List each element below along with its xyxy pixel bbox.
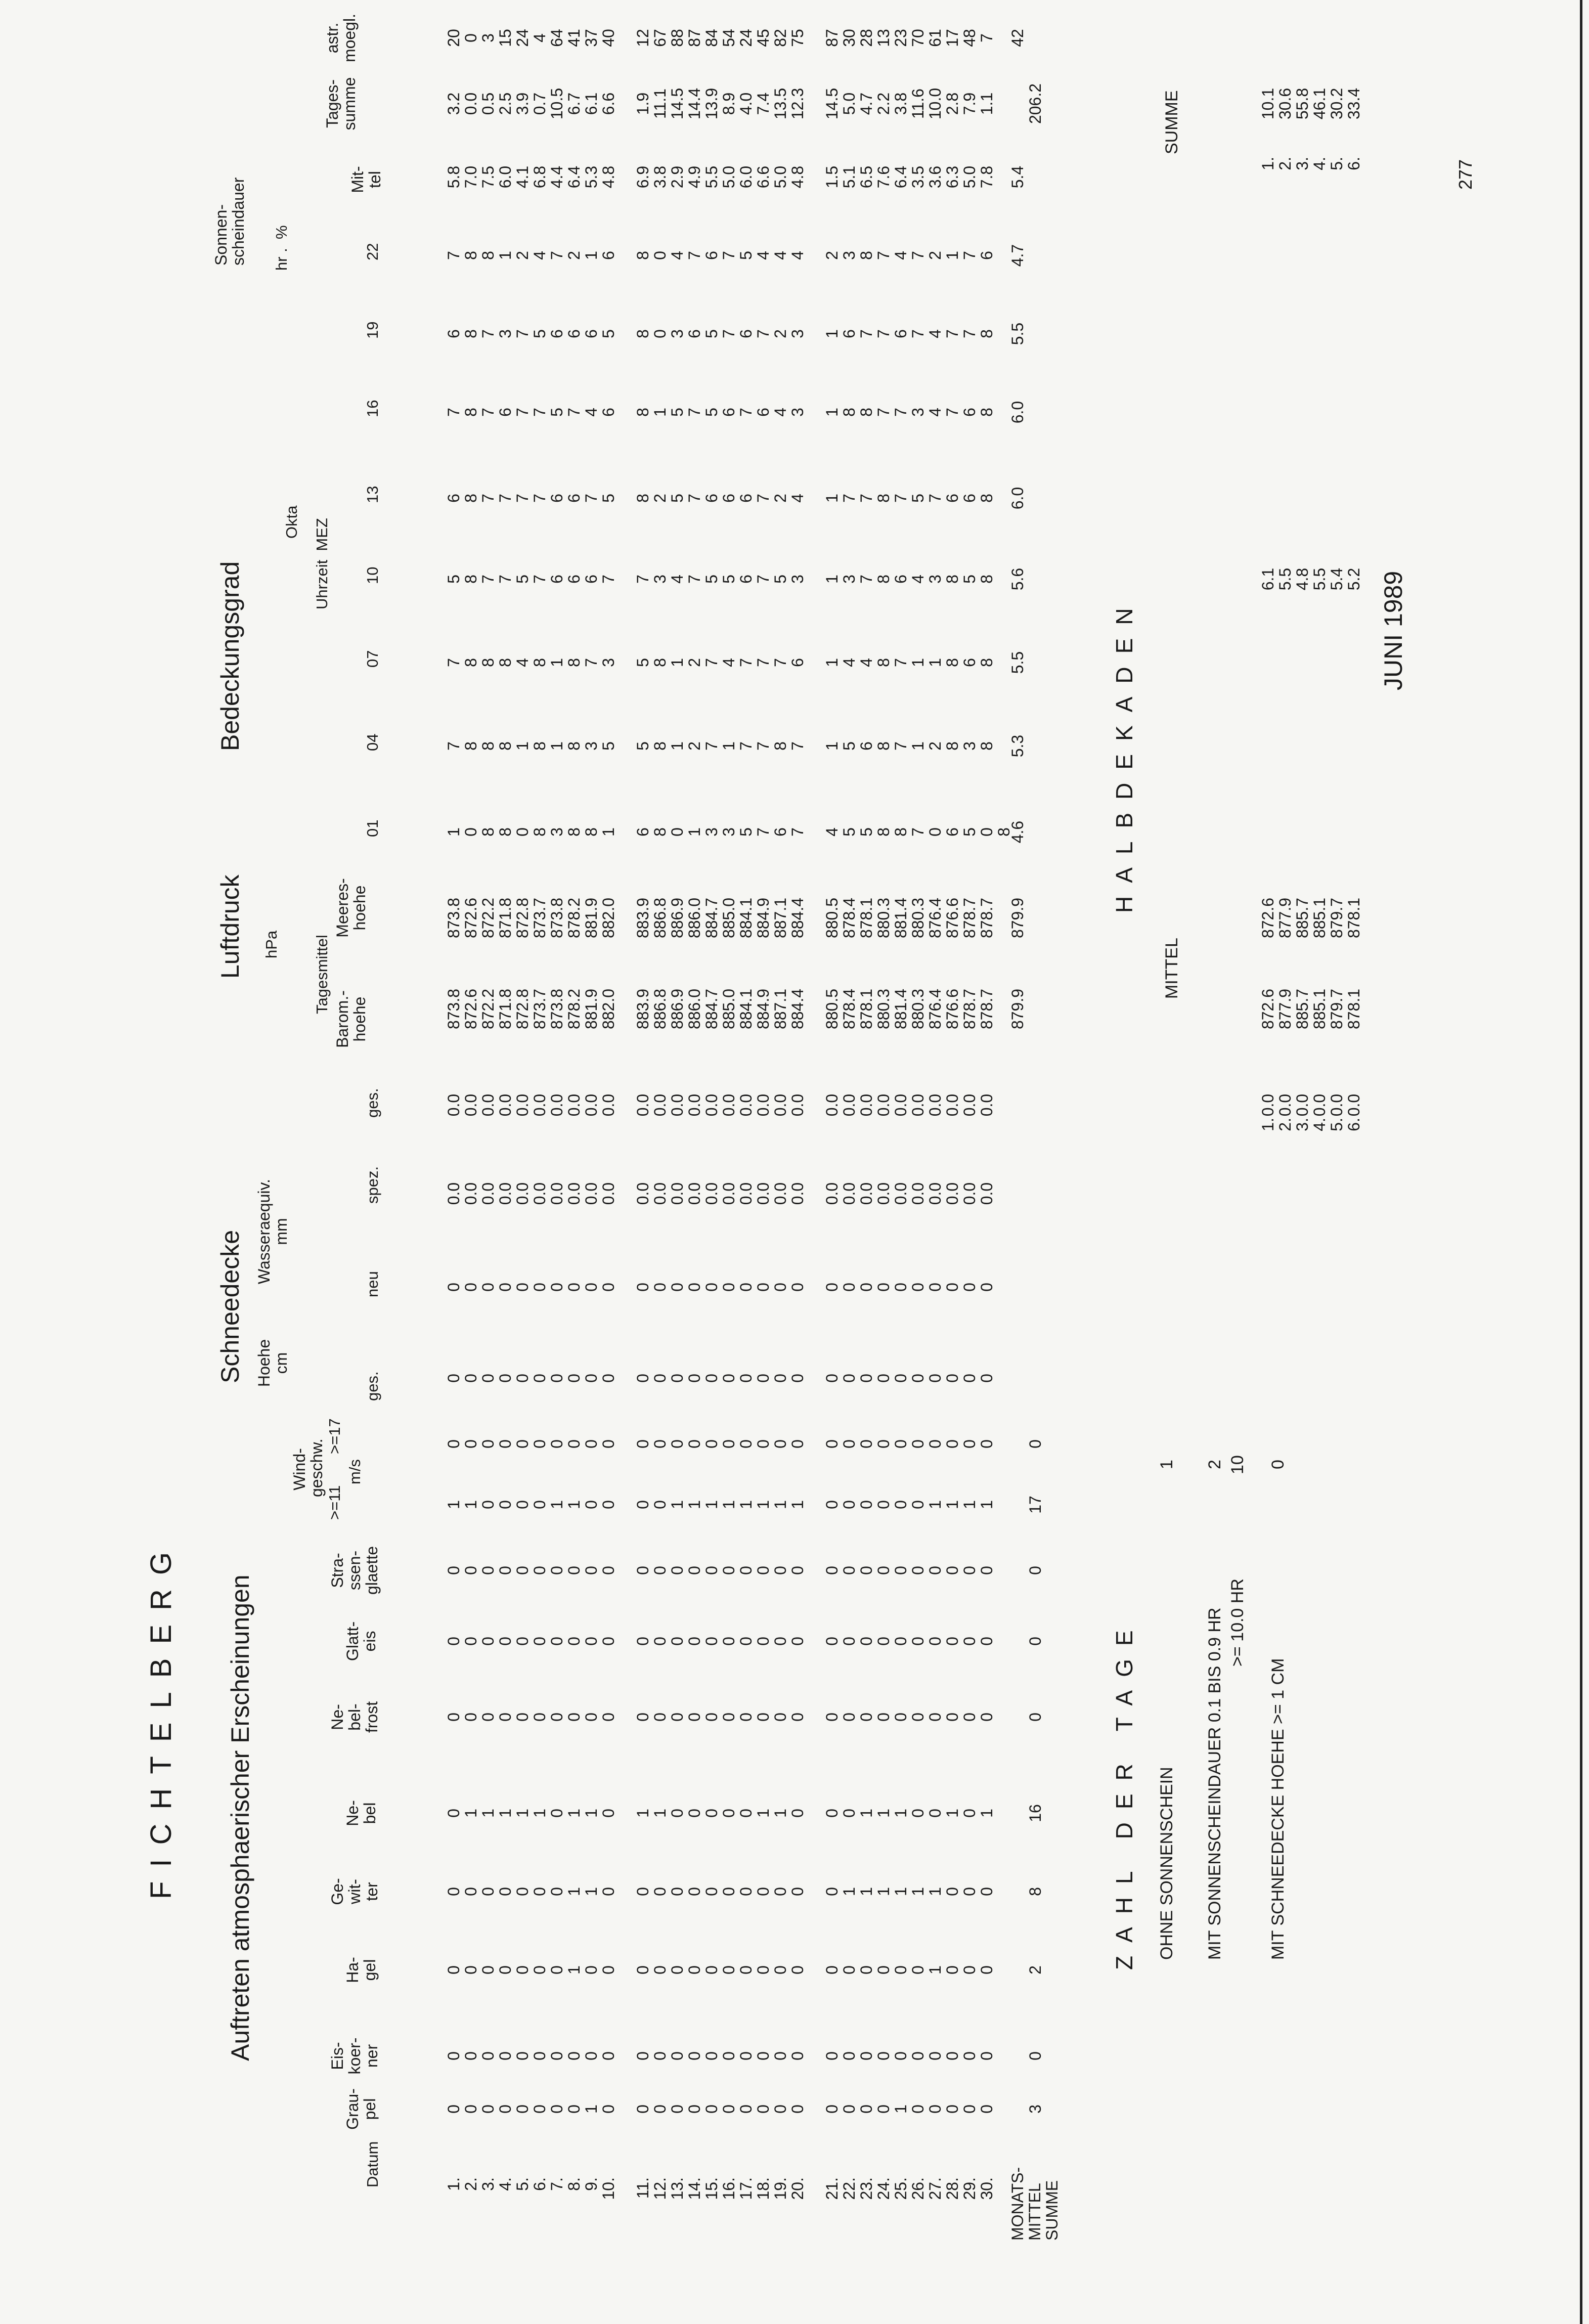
col-water-spez: 0.0 0.0 0.0 0.0 0.0 0.0 0.0 0.0 0.0 0.0 0.0 0.0 0.0 0.0 0.0 0.0 0.0 0.0 0.0 0.0 0.0 0.0 0.0 0.0 0.0 0.0 0.0 0.0 0.0 0.0 <box>445 1182 996 1205</box>
summary-barom: 879.9 <box>1008 988 1027 1030</box>
summary-gewitter: 8 <box>1026 1887 1044 1896</box>
col-okta-13: 6 8 7 7 7 7 6 6 7 5 8 2 5 7 6 6 6 7 2 4 1 7 7 8 7 5 7 6 6 8 <box>445 494 996 503</box>
summary-glatteis: 0 <box>1026 1637 1044 1646</box>
header-snow-ges: ges. <box>364 1371 381 1401</box>
header-gewitter: Ge- wit- ter <box>328 1878 381 1905</box>
header-barom: Barom.- hoehe <box>333 990 369 1048</box>
col-okta-10: 5 8 7 7 5 7 6 6 6 7 7 3 4 7 5 5 6 7 5 3 1 3 7 8 6 4 3 8 5 8 <box>445 575 996 584</box>
header-water-equiv: Wasseraequiv. mm <box>255 1178 290 1285</box>
col-okta-22: 7 8 8 1 2 4 7 2 1 6 8 0 4 7 6 7 5 4 4 4 2 3 8 7 4 7 2 1 7 6 <box>445 251 996 260</box>
summary-okta-19: 5.5 <box>1008 322 1027 345</box>
snow-title: Schneedecke <box>216 1230 244 1383</box>
header-nebelfrost: Ne- bel- frost <box>328 1701 381 1733</box>
header-tagessumme: Tages- summe <box>323 77 359 130</box>
half-decades-sunshine: 10.1 30.6 55.8 46.1 30.2 33.4 <box>1259 87 1363 120</box>
col-strassenglaette: 0 0 0 0 0 0 0 0 0 0 0 0 0 0 0 0 0 0 0 0 0 0 0 0 0 0 0 0 0 0 <box>445 1566 996 1575</box>
header-hour-04: 04 <box>364 733 381 751</box>
month-title: JUNI 1989 <box>1379 571 1407 690</box>
page-number: 277 <box>1455 159 1476 190</box>
header-eiskoerner: Eis- koer- ner <box>328 2037 381 2075</box>
col-nebel: 0 1 1 1 1 1 0 1 1 0 1 1 0 0 0 0 0 1 1 0 0 0 1 1 1 0 0 1 0 1 <box>445 1809 996 1818</box>
station-title: FICHTELBERG <box>145 1538 178 1899</box>
summary-eiskoerner: 0 <box>1026 2051 1044 2060</box>
summary-okta-07: 5.5 <box>1008 651 1027 674</box>
header-okta: Okta <box>283 505 300 539</box>
half-decades-summe-label: SUMME <box>1162 90 1181 154</box>
summary-nebel: 16 <box>1026 1804 1044 1822</box>
col-nebelfrost: 0 0 0 0 0 0 0 0 0 0 0 0 0 0 0 0 0 0 0 0 0 0 0 0 0 0 0 0 0 0 <box>445 1713 996 1722</box>
half-decades-water: 0.0 0.0 0.0 0.0 0.0 0.0 <box>1259 1093 1363 1117</box>
summary-okta-01: 4.6 <box>1008 820 1027 844</box>
header-nebel: Ne- bel <box>343 1800 379 1826</box>
header-hagel: Ha- gel <box>343 1957 379 1983</box>
col-okta-07: 7 8 8 8 4 8 1 8 7 3 5 8 1 2 7 4 7 7 7 6 1 4 4 8 7 1 1 8 6 8 <box>445 658 996 667</box>
header-hpa: hPa <box>262 930 280 958</box>
header-wind-ge11: >=11 <box>326 1485 343 1520</box>
summary-label: MONATS- MITTEL SUMME <box>1008 2167 1061 2241</box>
half-decades-meeres: 872.6 877.9 885.7 885.1 879.7 878.1 <box>1259 897 1363 939</box>
summary-astr: 42 <box>1008 29 1027 47</box>
header-strassenglaette: Stra- ssen- glaette <box>328 1546 381 1595</box>
days-no-sunshine-label: OHNE SONNENSCHEIN <box>1157 1767 1176 1960</box>
summary-okta-04: 5.3 <box>1008 734 1027 758</box>
days-no-sunshine-value: 1 <box>1157 1460 1176 1469</box>
col-hagel: 0 0 0 0 0 0 0 1 0 0 0 0 0 0 0 0 0 0 0 0 0 0 0 0 0 0 1 0 0 0 <box>445 1965 996 1975</box>
half-decades-title: HALBDEKADEN <box>1111 595 1137 913</box>
col-meeres: 873.8 872.6 872.2 871.8 872.8 873.7 873.8 878.2 881.9 882.0 883.9 886.8 886.9 886.0 884.7 885.0 884.1 884.9 887.1 884.4 880.5 878.4 878.1 880.3 881.4 880.3 876.4 876.6 878.7 878.7 <box>445 897 996 939</box>
header-glatteis: Glatt- eis <box>343 1621 379 1661</box>
half-decades-mittel-label: MITTEL <box>1162 938 1181 999</box>
header-hour-19: 19 <box>364 321 381 339</box>
col-okta-01: 1 0 8 8 0 8 3 8 8 1 6 8 0 1 3 3 5 7 6 7 4 5 5 8 8 7 0 6 5 0 8 <box>445 827 1013 837</box>
header-snow-neu: neu <box>364 1271 381 1297</box>
summary-nebelfrost: 0 <box>1026 1713 1044 1722</box>
col-glatteis: 0 0 0 0 0 0 0 0 0 0 0 0 0 0 0 0 0 0 0 0 0 0 0 0 0 0 0 0 0 0 <box>445 1637 996 1646</box>
summary-hagel: 2 <box>1026 1965 1044 1975</box>
cloud-cover-title: Bedeckungsgrad <box>216 561 244 751</box>
header-hour-07: 07 <box>364 650 381 668</box>
col-gewitter: 0 0 0 0 0 0 0 1 1 0 0 0 0 0 0 0 0 0 0 0 0 1 1 1 1 1 1 0 0 0 <box>445 1887 996 1896</box>
col-water-ges: 0.0 0.0 0.0 0.0 0.0 0.0 0.0 0.0 0.0 0.0 0.0 0.0 0.0 0.0 0.0 0.0 0.0 0.0 0.0 0.0 0.0 0.0 0.0 0.0 0.0 0.0 0.0 0.0 0.0 0.0 <box>445 1093 996 1117</box>
header-hour-22: 22 <box>364 243 381 260</box>
summary-okta-10: 5.6 <box>1008 567 1027 591</box>
half-decades-index: 1. 2. 3. 4. 5. 6. <box>1259 1118 1363 1131</box>
col-eiskoerner: 0 0 0 0 0 0 0 0 0 0 0 0 0 0 0 0 0 0 0 0 0 0 0 0 0 0 0 0 0 0 <box>445 2051 996 2060</box>
summary-meeres: 879.9 <box>1008 897 1027 939</box>
summary-strassenglaette: 0 <box>1026 1566 1044 1575</box>
days-snow-cover-value: 0 <box>1268 1460 1288 1469</box>
header-hour-13: 13 <box>364 486 381 503</box>
sunshine-title: Sonnen- scheindauer <box>212 177 247 266</box>
summary-okta-13: 6.0 <box>1008 487 1027 510</box>
header-water-spez: spez. <box>364 1166 381 1204</box>
summary-wind-ge11: 17 <box>1026 1496 1044 1514</box>
col-datum: 1. 2. 3. 4. 5. 6. 7. 8. 9. 10. 11. 12. 13. 14. 15. 16. 17. 18. 19. 20. 21. 22. 23. 24. 25. 26. 27. 28. 29. 30. <box>445 2177 996 2200</box>
summary-okta-22: 4.7 <box>1008 244 1027 267</box>
days-sunshine-01-09-value: 2 <box>1205 1460 1224 1469</box>
summary-okta-16: 6.0 <box>1008 401 1027 424</box>
header-wind: Wind- geschw. <box>290 1438 326 1497</box>
half-decades-index-2: 1. 2. 3. 4. 5. 6. <box>1259 157 1363 170</box>
col-okta-16: 7 8 7 6 7 7 5 7 4 6 8 1 5 7 5 6 7 6 4 3 1 8 8 7 7 3 4 7 6 8 <box>445 408 996 417</box>
phenomena-title: Auftreten atmosphaerischer Erscheinungen <box>226 1574 254 2061</box>
col-snow-ges: 0 0 0 0 0 0 0 0 0 0 0 0 0 0 0 0 0 0 0 0 0 0 0 0 0 0 0 0 0 0 <box>445 1374 996 1383</box>
col-wind-ge11: 1 1 0 0 0 0 1 1 0 0 0 0 1 1 1 1 1 1 1 1 0 0 0 0 0 0 1 1 1 1 <box>445 1500 996 1509</box>
col-wind-ge17: 0 0 0 0 0 0 0 0 0 0 0 0 0 0 0 0 0 0 0 0 0 0 0 0 0 0 0 0 0 0 <box>445 1439 996 1449</box>
days-snow-cover-label: MIT SCHNEEDECKE HOEHE >= 1 CM <box>1268 1658 1288 1960</box>
header-water-ges: ges. <box>364 1088 381 1118</box>
col-sun-astr: 20 0 3 15 24 4 64 41 37 40 12 67 88 87 84 54 24 45 82 75 87 30 28 13 23 70 61 17 48 7 <box>445 29 996 47</box>
col-okta-19: 6 8 7 3 7 5 6 6 6 5 8 0 3 6 5 7 6 7 2 3 1 6 7 7 6 7 4 7 7 8 <box>445 329 996 338</box>
summary-sun-total: 206.2 <box>1026 83 1044 124</box>
header-meeres: Meeres- hoehe <box>333 878 369 938</box>
header-uhrzeit: Uhrzeit MEZ <box>313 518 331 609</box>
summary-wind-ge17: 0 <box>1026 1439 1044 1449</box>
header-hour-10: 10 <box>364 566 381 584</box>
header-hour-16: 16 <box>364 400 381 417</box>
header-graupel: Grau- pel <box>343 2088 379 2130</box>
header-mittel: Mit- tel <box>348 166 384 193</box>
header-hour-01: 01 <box>364 819 381 837</box>
days-sunshine-01-09-label: MIT SONNENSCHEINDAUER 0.1 BIS 0.9 HR <box>1205 1607 1224 1960</box>
header-wind-ge17: >=17 <box>326 1418 343 1454</box>
col-graupel: 0 0 0 0 0 0 0 0 1 0 0 0 0 0 0 0 0 0 0 0 0 0 0 0 1 0 0 0 0 0 <box>445 2104 996 2114</box>
col-barom: 873.8 872.6 872.2 871.8 872.8 873.7 873.8 878.2 881.9 882.0 883.9 886.8 886.9 886.0 884.7 885.0 884.1 884.9 887.1 884.4 880.5 878.4 878.1 880.3 881.4 880.3 876.4 876.6 878.7 878.7 <box>445 988 996 1030</box>
days-sunshine-ge10-value: 10 <box>1228 1455 1247 1474</box>
col-sun-tagessumme: 3.2 0.0 0.5 2.5 3.9 0.7 10.5 6.7 6.1 6.6 1.9 11.1 14.5 14.4 13.9 8.9 4.0 7.4 13.5 12.3 14.5 5.0 4.7 2.2 3.8 11.6 10.0 2.8 7.9 1.1 <box>445 87 996 120</box>
pressure-title: Luftdruck <box>216 874 244 979</box>
days-sunshine-ge10-label: >= 10.0 HR <box>1228 1578 1247 1667</box>
header-astr: astr. moegl. <box>323 13 359 63</box>
col-okta-mittel: 5.8 7.0 7.5 6.0 4.1 6.8 4.4 6.4 5.3 4.8 6.9 3.8 2.9 4.9 5.5 5.0 6.0 6.6 5.0 4.8 1.5 5.1 6.5 7.6 6.4 3.5 3.6 6.3 5.0 7.8 <box>445 165 996 189</box>
col-snow-neu: 0 0 0 0 0 0 0 0 0 0 0 0 0 0 0 0 0 0 0 0 0 0 0 0 0 0 0 0 0 0 <box>445 1283 996 1292</box>
days-count-title: ZAHL DER TAGE <box>1111 1617 1137 1970</box>
header-snow-height: Hoehe cm <box>255 1339 290 1387</box>
col-okta-04: 7 8 8 8 1 8 1 8 3 5 5 8 1 2 7 1 7 7 8 7 1 5 6 8 7 1 2 8 3 8 <box>445 741 996 751</box>
header-sunshine-unit: hr . % <box>273 225 290 271</box>
header-wind-unit: m/s <box>346 1459 364 1484</box>
half-decades-okta: 6.1 5.5 4.8 5.5 5.4 5.2 <box>1259 567 1363 591</box>
header-datum: Datum <box>364 2141 381 2187</box>
summary-graupel: 3 <box>1026 2104 1044 2114</box>
header-tagesmittel: Tagesmittel <box>313 935 331 1014</box>
half-decades-barom: 872.6 877.9 885.7 885.1 879.7 878.1 <box>1259 988 1363 1030</box>
summary-okta-mittel: 5.4 <box>1008 165 1027 189</box>
